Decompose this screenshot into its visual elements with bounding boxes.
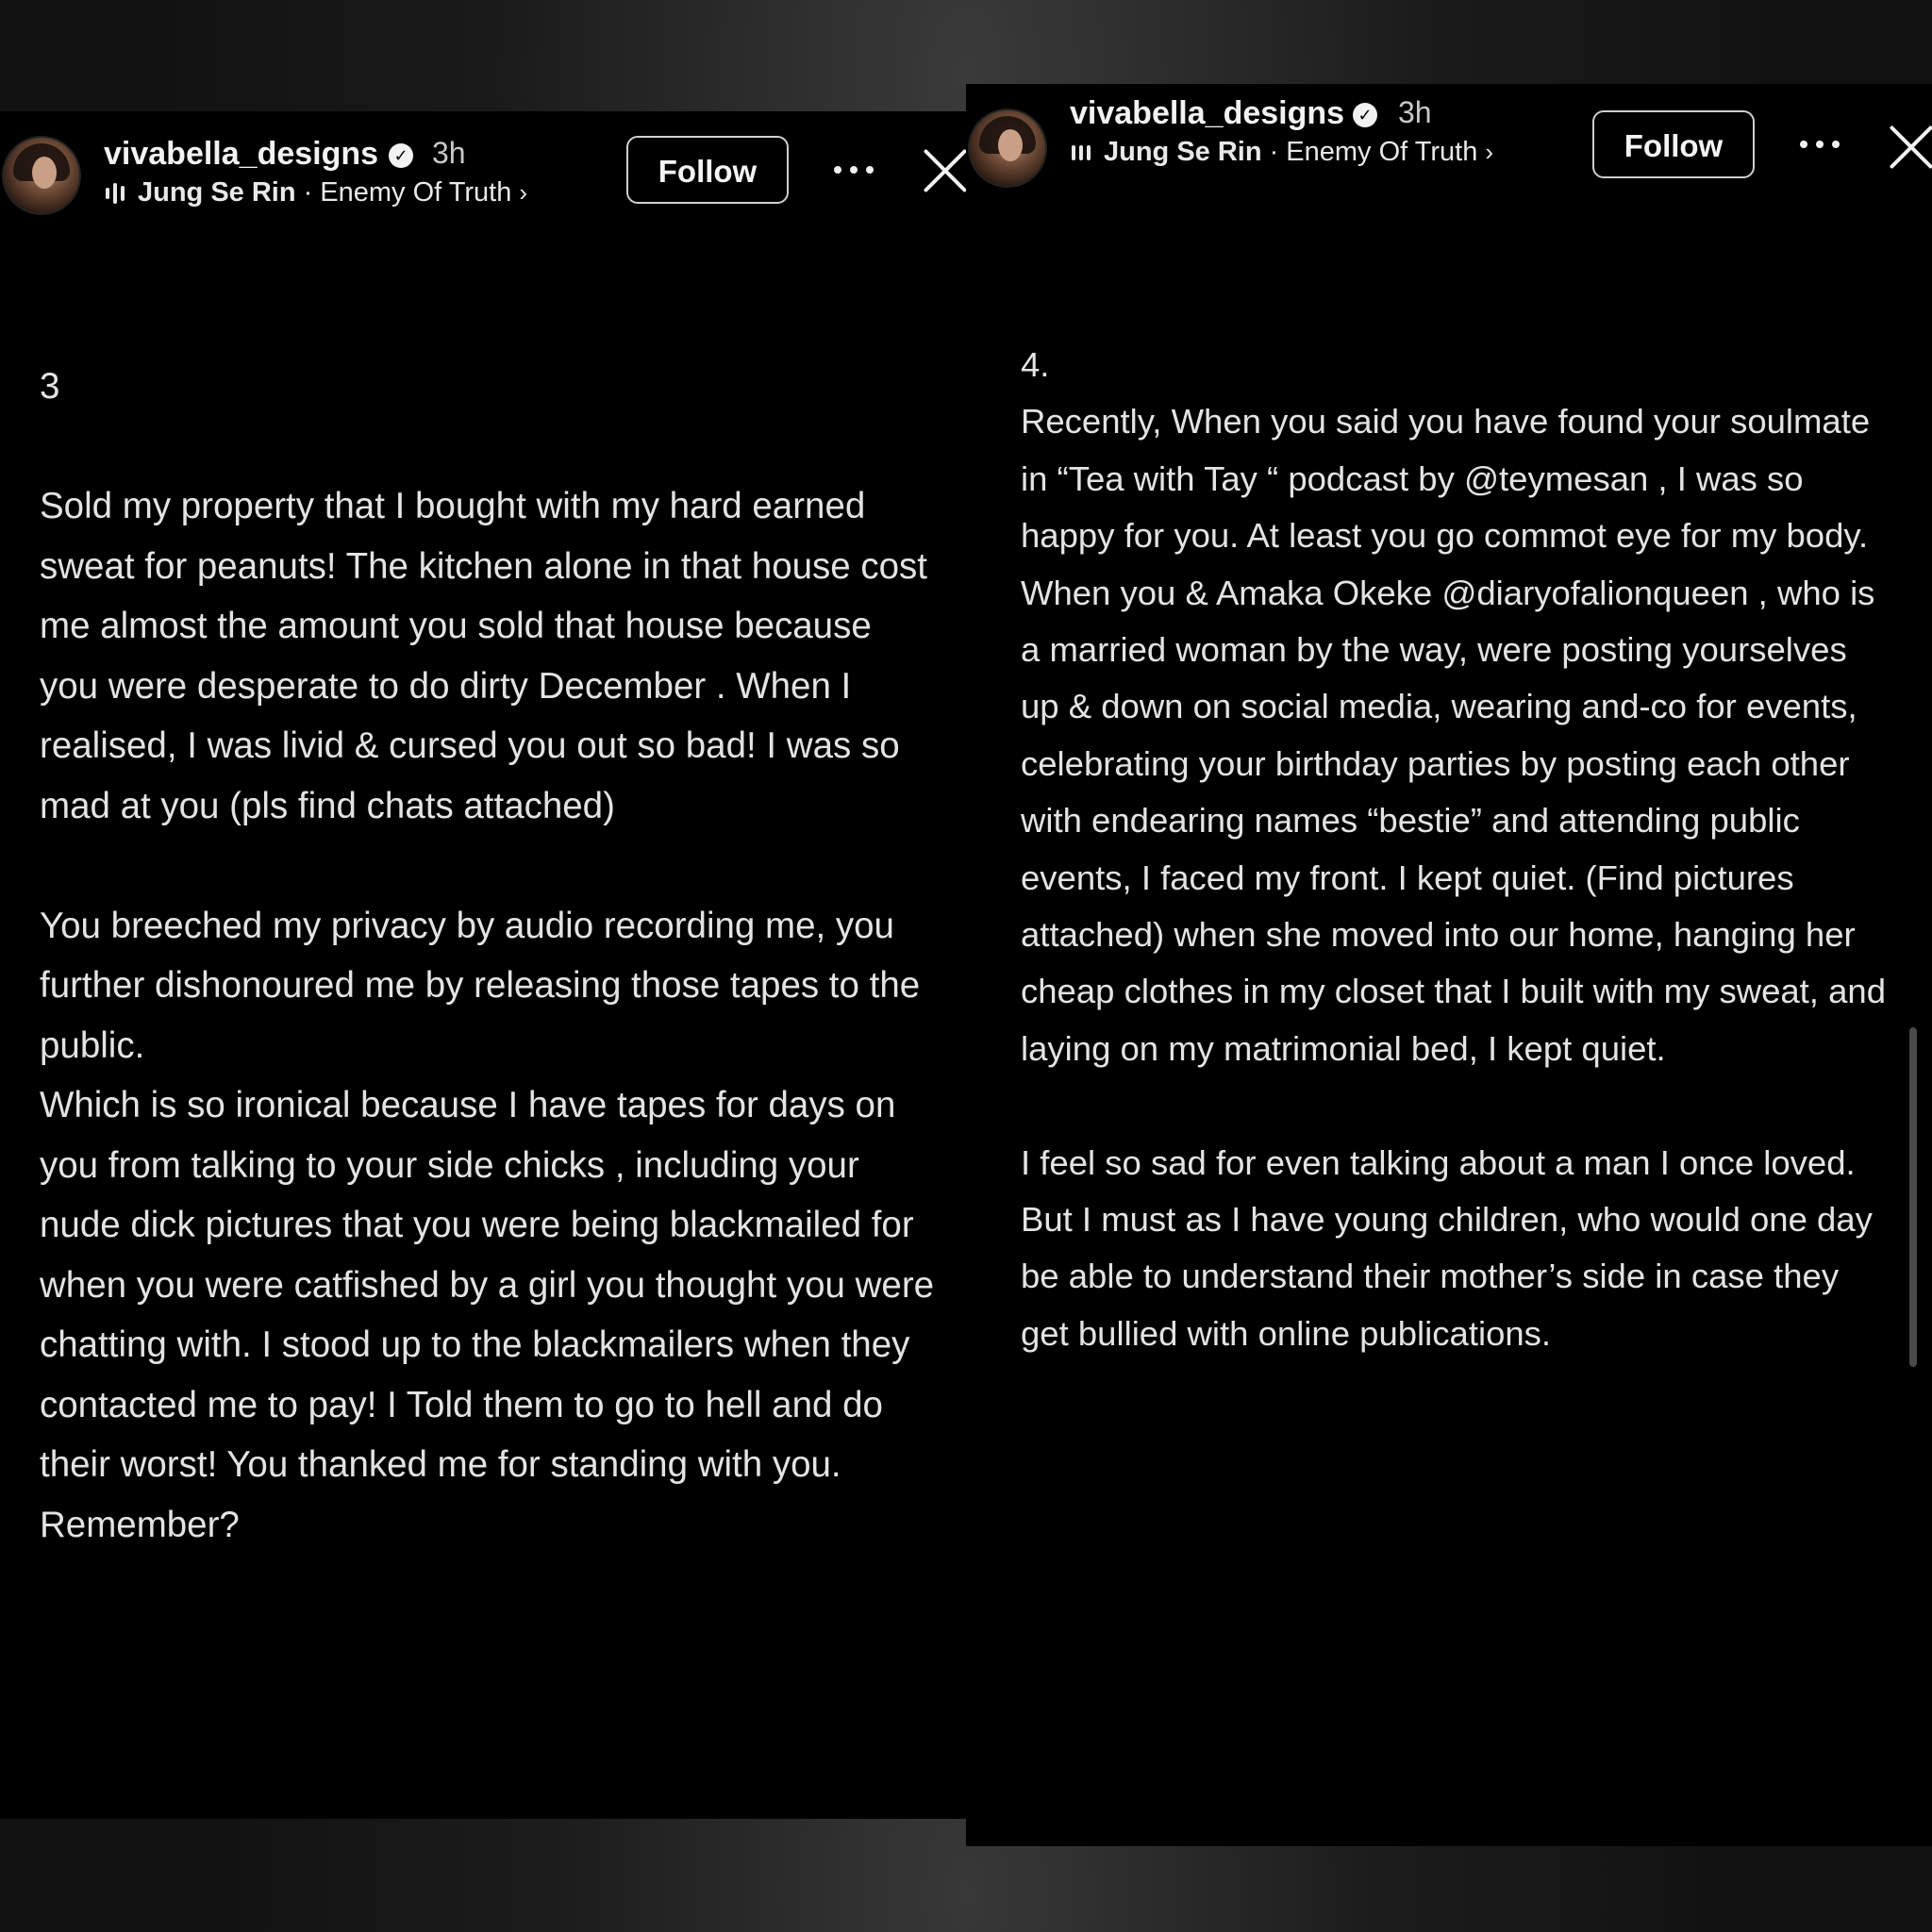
follow-button[interactable]: Follow [1592, 110, 1755, 178]
verified-badge-icon: ✓ [1353, 103, 1377, 127]
chevron-right-icon: › [519, 178, 527, 207]
paragraph: Sold my property that I bought with my hard earned sweat for peanuts! The kitchen alone in that house cost me almost the amount you sold that house because you were desperate to do dirty December . When I realised, I was livid & cursed you out so bad! I was so mad at you (pls find chats attached) [40, 486, 927, 826]
music-title: Enemy Of Truth [320, 177, 512, 208]
username[interactable]: vivabella_designs [1070, 95, 1345, 131]
story-header [0, 123, 966, 236]
verified-badge-icon: ✓ [389, 143, 413, 168]
paragraph: When you & Amaka Okeke @diaryofalionqueen , who is a married woman by the way, were posting yourselves up & down on social media, wearing and-co for events, celebrating your birthday parties by posting each other with endearing names “bestie” and attending public events, I faced my front. I kept quiet. (Find pictures attached) when she moved into our home, hanging her cheap clothes in my closet that I built with my sweat, and laying on my matrimonial bed, I kept quiet. [1021, 573, 1886, 1068]
paragraph: I feel so sad for even talking about a man I once loved. But I must as I have young children, who would one day be able to understand their mother’s side in case they get bullied with online publications. [1021, 1142, 1873, 1353]
music-separator: · [1269, 137, 1279, 167]
post-time: 3h [1398, 95, 1432, 129]
music-artist: Jung Se Rin [138, 177, 296, 208]
music-separator: · [303, 177, 313, 208]
avatar[interactable] [968, 108, 1047, 188]
follow-button[interactable]: Follow [626, 136, 789, 204]
username[interactable]: vivabella_designs [104, 136, 379, 172]
story-number: 3 [40, 366, 60, 407]
music-artist: Jung Se Rin [1104, 137, 1262, 167]
post-time: 3h [432, 136, 466, 170]
story-number: 4. [1021, 345, 1050, 384]
paragraph: Which is so ironical because I have tapes for days on you from talking to your side chicks , including your nude dick pictures that you were being blackmailed for when you were catfished by a girl you thought you were chatting with. I stood up to the blackmailers when they contacted me to pay! I Told them to go to hell and do their worst! You thanked me for standing with you. Remember? [40, 1085, 935, 1545]
story-panel-left [0, 111, 966, 1819]
story-panel-right [966, 84, 1932, 1846]
more-options-icon[interactable] [1800, 141, 1840, 150]
music-attribution[interactable] [1072, 137, 1493, 168]
close-icon[interactable] [1890, 125, 1932, 169]
audio-bars-icon [1072, 142, 1091, 163]
scrollbar[interactable] [1909, 1027, 1917, 1367]
paragraph: Recently, When you said you have found your soulmate in “Tea with Tay “ podcast by @teymesan , I was so happy for you. At least you go commot eye for my body. [1021, 402, 1871, 556]
music-attribution[interactable] [106, 177, 527, 208]
close-icon[interactable] [924, 149, 966, 192]
chevron-right-icon: › [1485, 138, 1493, 166]
story-text [1021, 337, 1889, 1362]
more-options-icon[interactable] [834, 166, 874, 175]
story-text [40, 357, 936, 1555]
paragraph: You breeched my privacy by audio recording me, you further dishonoured me by releasing those tapes to the public. [40, 905, 921, 1066]
audio-bars-icon [106, 183, 125, 204]
avatar[interactable] [2, 136, 81, 215]
music-title: Enemy Of Truth [1286, 137, 1478, 167]
story-header [966, 95, 1932, 208]
